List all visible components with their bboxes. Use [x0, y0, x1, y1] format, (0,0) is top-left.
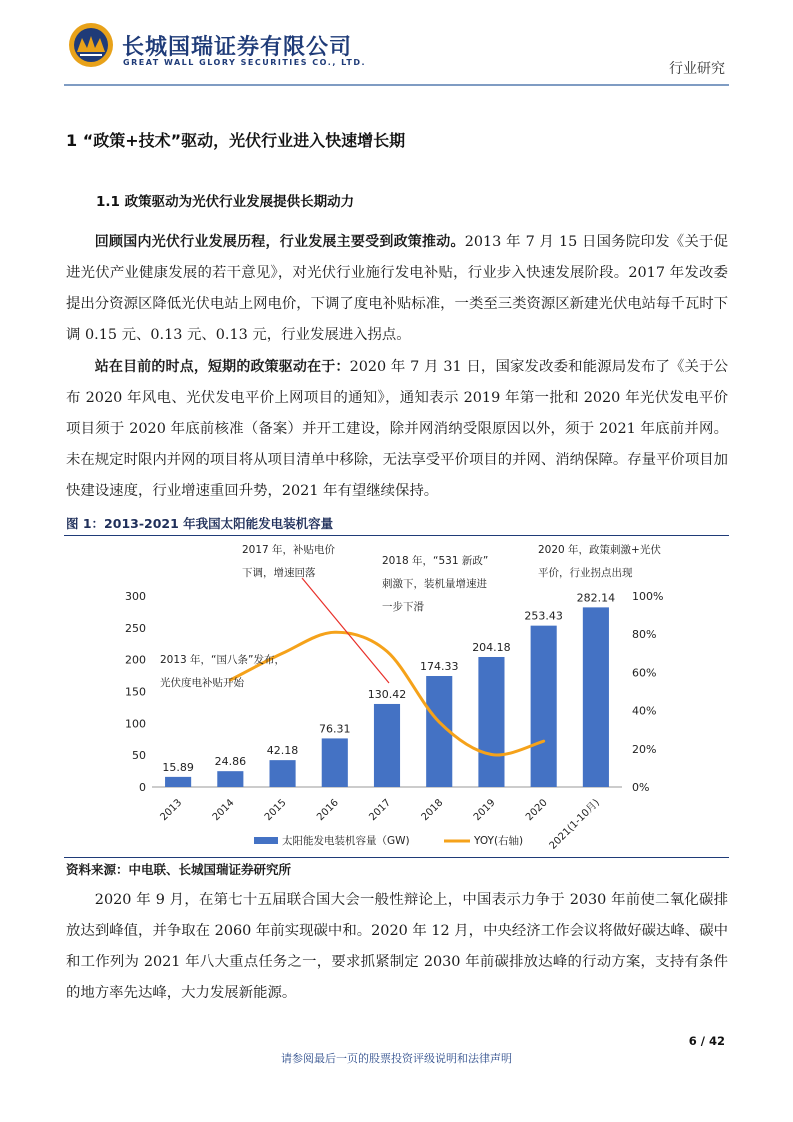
right-axis-tick: 100%: [632, 590, 664, 603]
bar-value-label: 174.33: [419, 660, 459, 674]
company-name-cn: 长城国瑞证券有限公司: [122, 35, 353, 60]
bar-value-label: 130.42: [367, 687, 407, 701]
header-divider: [64, 84, 729, 86]
legend-line-label: YOY(右轴): [474, 835, 524, 847]
chart-annotation: 刺激下，装机量增速进: [382, 578, 487, 590]
page-header: [0, 0, 793, 84]
capacity-bar: [165, 777, 191, 787]
chart-annotation: 平价，行业拐点出现: [538, 567, 633, 579]
x-axis-category: 2013: [158, 797, 185, 824]
x-axis-category: 2017: [367, 797, 394, 824]
legend-bar-swatch: [254, 837, 278, 844]
capacity-bar: [531, 626, 557, 787]
left-axis-tick: 0: [139, 781, 146, 794]
right-axis-tick: 60%: [632, 666, 657, 680]
right-axis-tick: 20%: [632, 742, 657, 756]
paragraph-1-body: 2013 年 7 月 15 日国务院印发《关于促进光伏产业健康发展的若干意见》，对光伏行业施行发电补贴，行业步入快速发展阶段。2017 年发改委提出分资源区降低光伏电站上网电价，下调了度电补贴标准，一类至三类资源区新建光伏电站每千瓦时下调 0.15 元、0.13 元、0.13 元，行业发展进入拐点。: [66, 234, 729, 343]
paragraph-2-body: 2020 年 7 月 31 日，国家发改委和能源局发布了《关于公布 2020 年风电、光伏发电平价上网项目的通知》，通知表示 2019 年第一批和 2020 年光伏发电平价项目须于 2020 年底前核准（备案）并开工建设，除并网消纳受限原因以外，须于 2021 年底前并网。未在规定时限内并网的项目将从项目清单中移除，无法享受平价项目的并网、消纳保障。存量平价项目加快建设速度，行业增速重回升势，2021 年有望继续保持。: [66, 359, 729, 499]
bar-value-label: 253.43: [524, 609, 563, 623]
paragraph-2: [66, 352, 728, 507]
disclaimer-note: 请参阅最后一页的股票投资评级说明和法律声明: [281, 1052, 512, 1065]
capacity-bar: [374, 704, 400, 787]
bar-value-label: 204.18: [472, 641, 511, 655]
left-axis-tick: 300: [125, 590, 146, 603]
capacity-bar: [322, 738, 348, 787]
right-axis-tick: 80%: [632, 628, 657, 642]
figure-top-rule: [64, 535, 729, 536]
chart-annotation: 2013 年，“国八条”发布，: [160, 654, 285, 666]
annotation-pointer: [302, 578, 389, 683]
bar-value-label: 15.89: [162, 760, 194, 774]
bar-value-label: 76.31: [319, 722, 351, 736]
bar-value-label: 24.86: [214, 755, 247, 769]
report-section-label: 行业研究: [669, 61, 725, 77]
left-axis-tick: 200: [125, 653, 146, 667]
paragraph-1: [66, 227, 728, 351]
x-axis-category: 2014: [210, 797, 237, 824]
capacity-bar: [478, 657, 504, 787]
page-number: 6 / 42: [688, 1034, 725, 1048]
figure-bottom-rule: [64, 857, 729, 858]
legend-bar-label: 太阳能发电装机容量（GW): [282, 835, 410, 847]
x-axis-category: 2020: [524, 797, 550, 824]
capacity-bar: [583, 607, 609, 787]
left-axis-tick: 150: [125, 685, 146, 699]
chart-annotation: 下调，增速回落: [242, 567, 316, 579]
capacity-bar: [270, 760, 296, 787]
capacity-chart: [64, 538, 729, 856]
subsection-heading: 1.1 政策驱动为光伏行业发展提供长期动力: [96, 194, 355, 210]
paragraph-3: 2020 年 9 月，在第七十五届联合国大会一般性辩论上，中国表示力争于 2030 年前使二氧化碳排放达到峰值，并争取在 2060 年前实现碳中和。2020 年 12 月，中央经济工作会议将做好碳达峰、碳中和工作列为 2021 年八大重点任务之一，要求抓紧制定 2030 年前碳排放达峰的行动方案，支持有条件的地方率先达峰，大力发展新能源。: [66, 892, 728, 1001]
figure-title: 图 1：2013-2021 年我国太阳能发电装机容量: [66, 516, 334, 531]
left-axis-tick: 100: [125, 717, 146, 731]
company-logo-icon: [68, 22, 114, 68]
x-axis-category: 2015: [262, 797, 289, 824]
figure-source: 资料来源：中电联、长城国瑞证券研究所: [66, 862, 292, 877]
left-axis-tick: 50: [132, 749, 146, 763]
chart-annotation: 一步下滑: [382, 601, 424, 613]
x-axis-category: 2018: [419, 797, 446, 824]
chart-annotation: 光伏度电补贴开始: [160, 677, 244, 689]
bar-value-label: 42.18: [266, 744, 299, 758]
paragraph-1-lead: 回顾国内光伏行业发展历程，行业发展主要受到政策推动。: [94, 234, 465, 250]
chart-annotation: 2020 年，政策刺激+光伏: [538, 544, 661, 556]
right-axis-tick: 0%: [632, 781, 650, 794]
chart-annotation: 2017 年，补贴电价: [242, 544, 336, 556]
x-axis-category: 2016: [315, 797, 341, 824]
company-name-en: GREAT WALL GLORY SECURITIES CO., LTD.: [123, 58, 367, 67]
chart-annotation: 2018 年，“531 新政”: [382, 555, 489, 567]
left-axis-tick: 250: [125, 621, 146, 635]
capacity-bar: [217, 771, 243, 787]
right-axis-tick: 40%: [632, 704, 657, 718]
x-axis-category: 2019: [471, 797, 498, 824]
x-axis-category: 2021(1-10月): [547, 797, 603, 852]
bar-value-label: 282.14: [576, 591, 616, 605]
paragraph-2-lead: 站在目前的时点，短期的政策驱动在于：: [94, 359, 350, 375]
section-heading: 1 “政策+技术”驱动，光伏行业进入快速增长期: [66, 131, 406, 150]
